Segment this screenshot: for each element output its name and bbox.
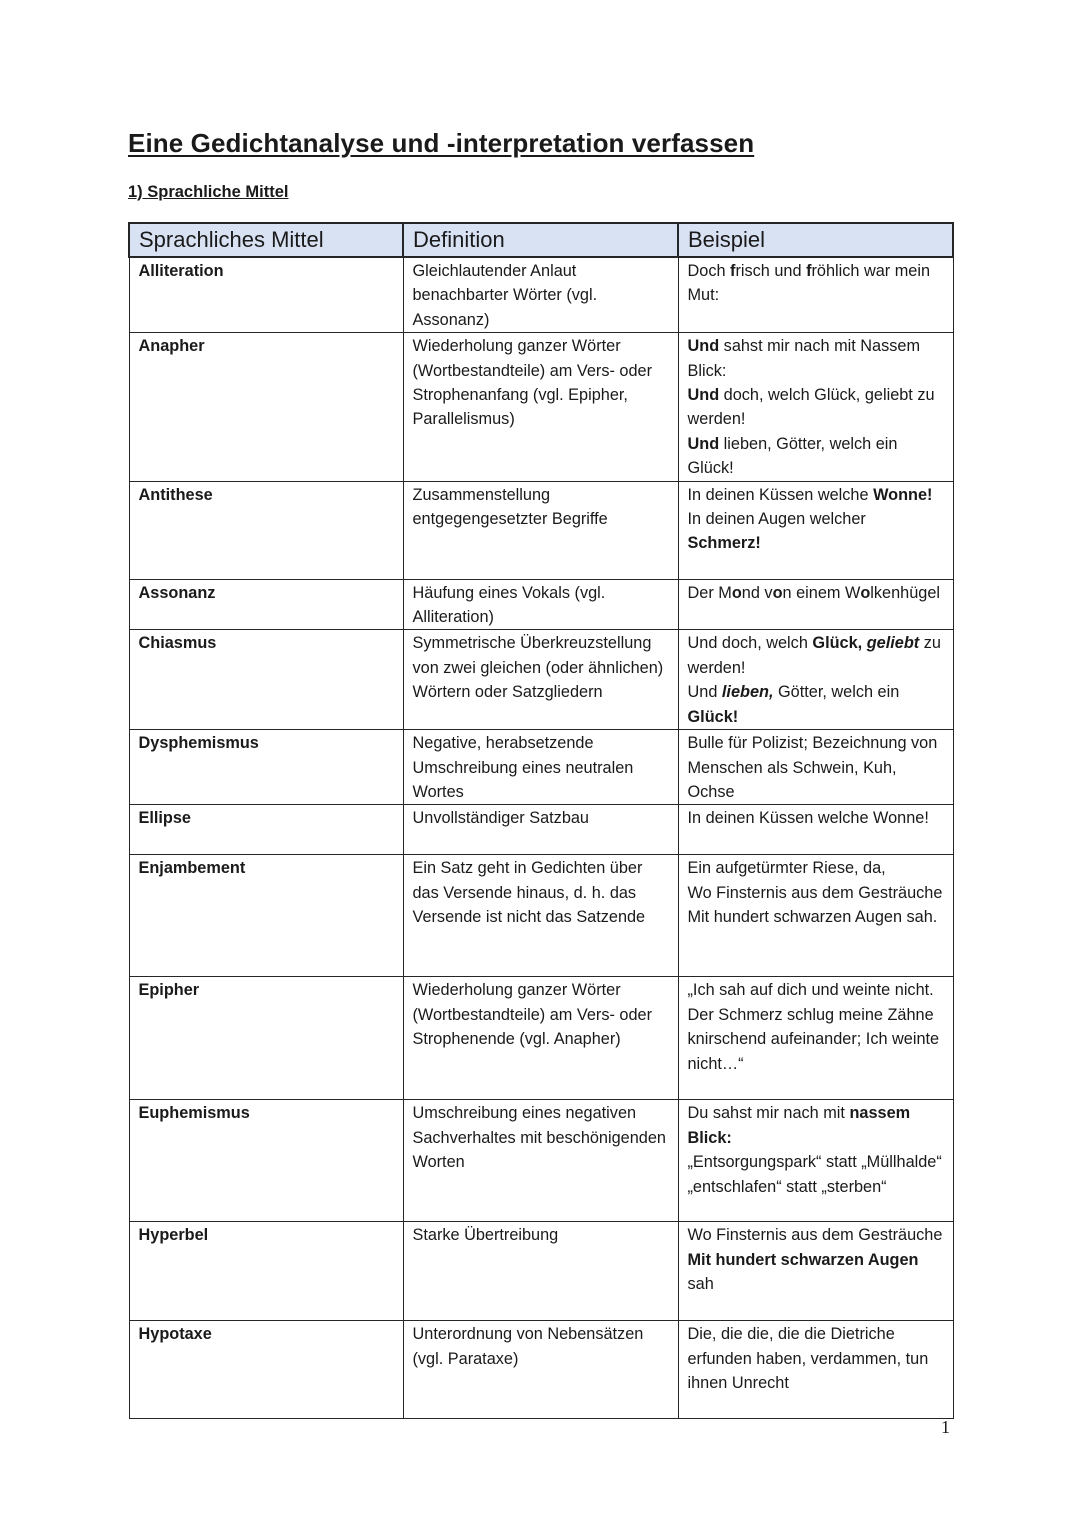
column-header-example: Beispiel (678, 223, 953, 257)
definition-cell: Häufung eines Vokals (vgl. Alliteration) (403, 579, 678, 630)
term-cell: Assonanz (129, 579, 403, 630)
table-row (129, 977, 953, 1100)
example-cell: Ein aufgetürmter Riese, da, Wo Finsternis aus dem Gesträuche Mit hundert schwarzen Augen sah. (678, 855, 953, 977)
definition-cell: Unvollständiger Satzbau (403, 805, 678, 855)
page-number: 1 (941, 1417, 950, 1437)
table-row (129, 1321, 953, 1419)
example-cell: Die, die die, die die Dietriche erfunden haben, verdammen, tun ihnen Unrecht (678, 1321, 953, 1419)
term-cell: Alliteration (129, 257, 403, 333)
table-row (129, 805, 953, 855)
example-cell: Und sahst mir nach mit Nassem Blick: Und doch, welch Glück, geliebt zu werden! Und lieben, Götter, welch ein Glück! (678, 333, 953, 481)
definition-cell: Wiederholung ganzer Wörter (Wortbestandteile) am Vers- oder Strophenende (vgl. Anapher) (403, 977, 678, 1100)
column-header-definition: Definition (403, 223, 678, 257)
term-cell: Epipher (129, 977, 403, 1100)
example-cell: Und doch, welch Glück, geliebt zu werden! Und lieben, Götter, welch ein Glück! (678, 630, 953, 730)
table-header-row (129, 223, 953, 257)
example-cell: In deinen Küssen welche Wonne! (678, 805, 953, 855)
example-cell: Du sahst mir nach mit nassem Blick: „Entsorgungspark“ statt „Müllhalde“ „entschlafen“ statt „sterben“ (678, 1100, 953, 1222)
definition-cell: Gleichlautender Anlaut benachbarter Wörter (vgl. Assonanz) (403, 257, 678, 333)
table-row (129, 855, 953, 977)
table-row (129, 333, 953, 481)
stylistic-devices-table (128, 222, 954, 1419)
page-title: Eine Gedichtanalyse und -interpretation verfassen (128, 128, 755, 158)
section-heading: 1) Sprachliche Mittel (128, 183, 289, 201)
example-cell: „Ich sah auf dich und weinte nicht. Der Schmerz schlug meine Zähne knirschend aufeinander; Ich weinte nicht…“ (678, 977, 953, 1100)
example-cell: Der Mond von einem Wolkenhügel (678, 579, 953, 630)
table-body (129, 257, 953, 1419)
definition-cell: Ein Satz geht in Gedichten über das Versende hinaus, d. h. das Versende ist nicht das Satzende (403, 855, 678, 977)
term-cell: Antithese (129, 481, 403, 579)
definition-cell: Unterordnung von Nebensätzen (vgl. Parataxe) (403, 1321, 678, 1419)
term-cell: Chiasmus (129, 630, 403, 730)
example-cell: Wo Finsternis aus dem Gesträuche Mit hundert schwarzen Augen sah (678, 1222, 953, 1321)
term-cell: Hypotaxe (129, 1321, 403, 1419)
table-row (129, 481, 953, 579)
term-cell: Enjambement (129, 855, 403, 977)
term-cell: Anapher (129, 333, 403, 481)
definition-cell: Zusammenstellung entgegengesetzter Begriffe (403, 481, 678, 579)
definition-cell: Umschreibung eines negativen Sachverhaltes mit beschönigenden Worten (403, 1100, 678, 1222)
example-cell: Bulle für Polizist; Bezeichnung von Menschen als Schwein, Kuh, Ochse (678, 730, 953, 805)
table-row (129, 579, 953, 630)
term-cell: Euphemismus (129, 1100, 403, 1222)
example-cell: In deinen Küssen welche Wonne! In deinen Augen welcher Schmerz! (678, 481, 953, 579)
example-cell: Doch frisch und fröhlich war mein Mut: (678, 257, 953, 333)
definition-cell: Starke Übertreibung (403, 1222, 678, 1321)
term-cell: Dysphemismus (129, 730, 403, 805)
term-cell: Ellipse (129, 805, 403, 855)
term-cell: Hyperbel (129, 1222, 403, 1321)
column-header-term: Sprachliches Mittel (129, 223, 403, 257)
definition-cell: Wiederholung ganzer Wörter (Wortbestandteile) am Vers- oder Strophenanfang (vgl. Epipher, Parallelismus) (403, 333, 678, 481)
table-row (129, 1222, 953, 1321)
definition-cell: Negative, herabsetzende Umschreibung eines neutralen Wortes (403, 730, 678, 805)
table-row (129, 257, 953, 333)
table-row (129, 730, 953, 805)
table-row (129, 1100, 953, 1222)
definition-cell: Symmetrische Überkreuzstellung von zwei gleichen (oder ähnlichen) Wörtern oder Satzgliedern (403, 630, 678, 730)
table-row (129, 630, 953, 730)
